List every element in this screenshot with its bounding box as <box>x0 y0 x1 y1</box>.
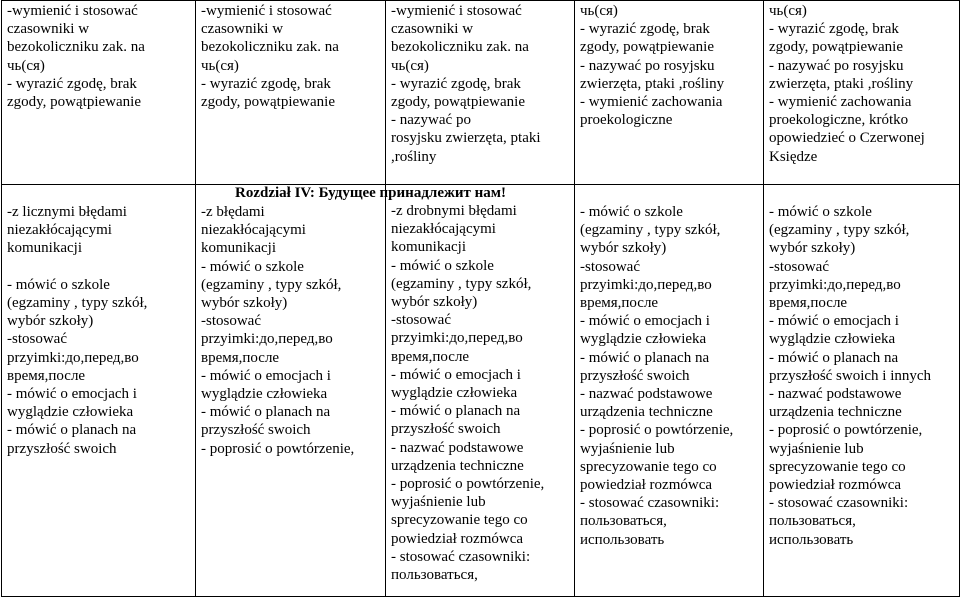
table-cell: -wymienić i stosować czasowniki w bezokoliczniku zak. na чь(ся) - wyrazić zgodę, brak zgody, powątpiewanie <box>2 1 196 185</box>
table-row <box>2 185 960 597</box>
table-cell: -wymienić i stosować czasowniki w bezokoliczniku zak. na чь(ся) - wyrazić zgodę, brak zgody, powątpiewanie - nazywać po rosyjsku zwierzęta, ptaki ,rośliny <box>386 1 575 185</box>
cell-text: -z drobnymi błędami niezakłócającymi komunikacji - mówić o szkole (egzaminy , typy szkół, wybór szkoły) -stosować przyimki:до,перед,во время,после - mówić o emocjach i wyglądzie człowieka - mówić o planach na przyszłość swoich - nazwać podstawowe urządzenia techniczne - poprosić o powtórzenie, wyjaśnienie lub sprecyzowanie tego co powiedział rozmówca - stosować czasowniki: пользоваться, <box>391 203 545 584</box>
cell-text: - mówić o szkole (egzaminy , typy szkół, wybór szkoły) -stosować przyimki:до,перед,во время,после - mówić o emocjach i wyglądzie człowieka - mówić o planach na przyszłość swoich - nazwać podstawowe urządzenia techniczne - poprosić o powtórzenie, wyjaśnienie lub sprecyzowanie tego co powiedział rozmówca - stosować czasowniki: пользоваться, использовать <box>580 204 734 548</box>
table-cell: чь(ся) - wyrazić zgodę, brak zgody, powątpiewanie - nazywać po rosyjsku zwierzęta, ptaki ,rośliny - wymienić zachowania proekologiczne, krótko opowiedzieć o Czerwonej Księdze <box>764 1 960 185</box>
cell-text: -z błędami niezakłócającymi komunikacji - mówić o szkole (egzaminy , typy szkół, wybór szkoły) -stosować przyimki:до,перед,во время,после - mówić o emocjach i wyglądzie człowieka - mówić o planach na przyszłość swoich - poprosić o powtórzenie, <box>201 204 355 457</box>
section-title: Rozdział IV: Будущее принадлежит нам! <box>235 185 506 201</box>
cell-text: - mówić o szkole (egzaminy , typy szkół, wybór szkoły) -stosować przyimki:до,перед,во время,после - mówić o emocjach i wyglądzie człowieka - mówić o planach na przyszłość swoich i innych - nazwać podstawowe urządzenia techniczne - poprosić o powtórzenie, wyjaśnienie lub sprecyzowanie tego co powiedział rozmówca - stosować czasowniki: пользоваться, использовать <box>769 204 932 548</box>
cell-text: -z licznymi błędami niezakłócającymi komunikacji - mówić o szkole (egzaminy , typy szkół, wybór szkoły) -stosować przyimki:до,перед,во время,после - mówić o emocjach i wyglądzie człowieka - mówić o planach na przyszłość swoich <box>7 204 148 457</box>
table-cell: чь(ся) - wyrazić zgodę, brak zgody, powątpiewanie - nazywać po rosyjsku zwierzęta, ptaki ,rośliny - wymienić zachowania proekologiczne <box>575 1 764 185</box>
table-cell: -wymienić i stosować czasowniki w bezokoliczniku zak. na чь(ся) - wyrazić zgodę, brak zgody, powątpiewanie <box>196 1 386 185</box>
requirements-table <box>1 0 960 597</box>
table-cell <box>764 185 960 597</box>
table-cell <box>2 185 196 597</box>
table-cell <box>196 185 386 597</box>
table-cell <box>575 185 764 597</box>
table-row <box>2 1 960 185</box>
